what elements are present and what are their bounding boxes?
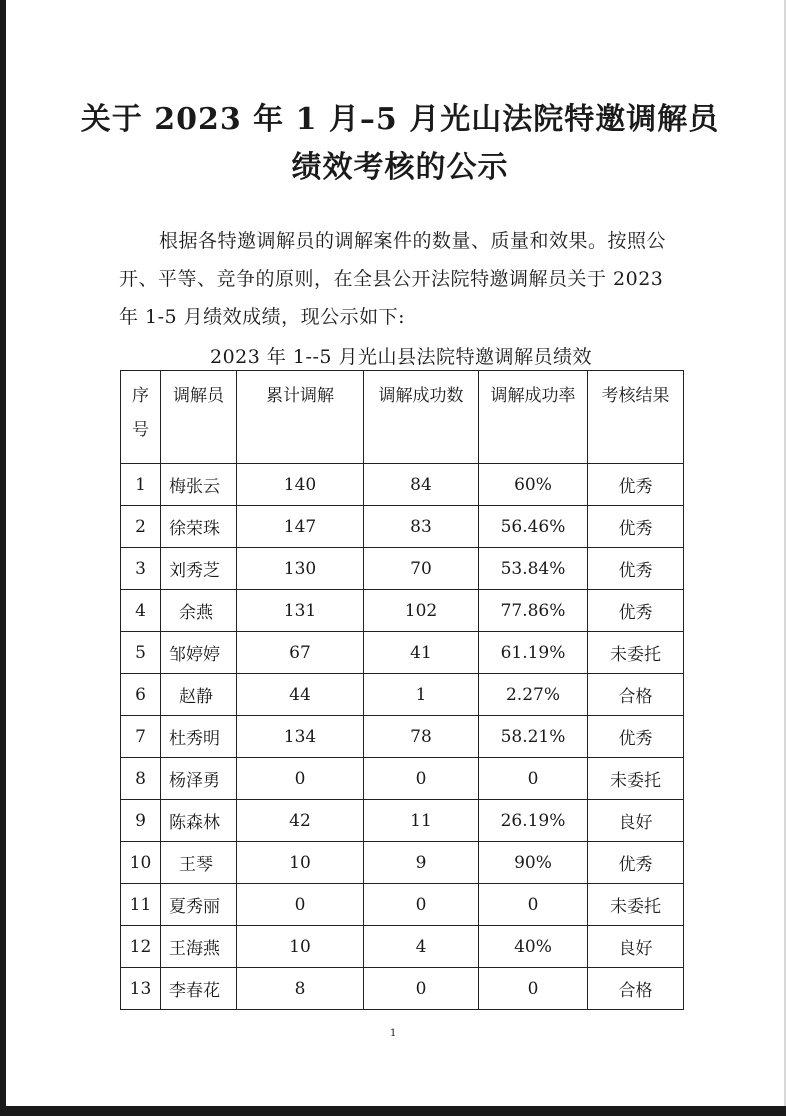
cell-mediator: 陈森林: [161, 800, 237, 842]
cell-total: 147: [237, 506, 364, 548]
cell-index: 11: [121, 884, 161, 926]
cell-success-rate: 77.86%: [479, 590, 588, 632]
cell-index: 13: [121, 968, 161, 1010]
cell-success-count: 102: [364, 590, 479, 632]
cell-total: 134: [237, 716, 364, 758]
cell-result: 优秀: [588, 464, 684, 506]
page-number: 1: [390, 1028, 397, 1039]
cell-result: 未委托: [588, 632, 684, 674]
cell-mediator: 刘秀芝: [161, 548, 237, 590]
cell-success-rate: 0: [479, 758, 588, 800]
cell-success-rate: 61.19%: [479, 632, 588, 674]
cell-total: 42: [237, 800, 364, 842]
cell-result: 合格: [588, 968, 684, 1010]
cell-success-count: 70: [364, 548, 479, 590]
cell-mediator: 王海燕: [161, 926, 237, 968]
table-row: [121, 506, 684, 548]
intro-text: 根据各特邀调解员的调解案件的数量、质量和效果。按照公开、平等、竞争的原则，在全县公开法院特邀调解员关于 2023 年 1-5 月绩效成绩，现公示如下:: [119, 230, 667, 328]
title-line-1: 关于 2023 年 1 月–5 月光山法院特邀调解员: [80, 102, 720, 137]
intro-paragraph: [119, 222, 679, 336]
cell-result: 合格: [588, 674, 684, 716]
cell-success-count: 0: [364, 884, 479, 926]
table-row: [121, 548, 684, 590]
cell-mediator: 徐荣珠: [161, 506, 237, 548]
cell-total: 130: [237, 548, 364, 590]
cell-result: 优秀: [588, 506, 684, 548]
header-success-rate: 调解成功率: [479, 371, 588, 464]
cell-success-rate: 60%: [479, 464, 588, 506]
header-mediator: 调解员: [161, 371, 237, 464]
table-row: [121, 632, 684, 674]
cell-index: 10: [121, 842, 161, 884]
cell-success-count: 4: [364, 926, 479, 968]
cell-mediator: 杨泽勇: [161, 758, 237, 800]
cell-mediator: 赵静: [161, 674, 237, 716]
cell-index: 1: [121, 464, 161, 506]
table-header-row: [121, 371, 684, 464]
cell-success-count: 9: [364, 842, 479, 884]
table-row: [121, 884, 684, 926]
cell-index: 9: [121, 800, 161, 842]
cell-success-rate: 56.46%: [479, 506, 588, 548]
cell-result: 良好: [588, 800, 684, 842]
cell-mediator: 邹婷婷: [161, 632, 237, 674]
cell-success-rate: 0: [479, 968, 588, 1010]
header-total: 累计调解: [237, 371, 364, 464]
cell-success-rate: 40%: [479, 926, 588, 968]
cell-success-count: 41: [364, 632, 479, 674]
table-row: [121, 464, 684, 506]
cell-total: 0: [237, 758, 364, 800]
cell-result: 未委托: [588, 758, 684, 800]
cell-success-rate: 58.21%: [479, 716, 588, 758]
cell-index: 5: [121, 632, 161, 674]
table-row: [121, 926, 684, 968]
scan-border-left: [0, 0, 6, 1116]
cell-index: 4: [121, 590, 161, 632]
cell-total: 131: [237, 590, 364, 632]
title-line-2: 绩效考核的公示: [291, 150, 509, 185]
cell-success-count: 11: [364, 800, 479, 842]
cell-total: 140: [237, 464, 364, 506]
table-row: [121, 716, 684, 758]
table-row: [121, 590, 684, 632]
cell-success-rate: 53.84%: [479, 548, 588, 590]
cell-mediator: 王琴: [161, 842, 237, 884]
cell-index: 8: [121, 758, 161, 800]
cell-result: 良好: [588, 926, 684, 968]
document-title: [60, 96, 740, 192]
table-row: [121, 968, 684, 1010]
cell-success-rate: 90%: [479, 842, 588, 884]
scan-border-bottom: [0, 1106, 786, 1116]
cell-result: 优秀: [588, 716, 684, 758]
cell-mediator: 梅张云: [161, 464, 237, 506]
cell-index: 6: [121, 674, 161, 716]
cell-index: 12: [121, 926, 161, 968]
cell-result: 未委托: [588, 884, 684, 926]
cell-success-rate: 2.27%: [479, 674, 588, 716]
header-index: 序号: [121, 371, 161, 464]
cell-result: 优秀: [588, 548, 684, 590]
table-row: [121, 758, 684, 800]
cell-index: 7: [121, 716, 161, 758]
cell-mediator: 李春花: [161, 968, 237, 1010]
table-row: [121, 842, 684, 884]
cell-total: 67: [237, 632, 364, 674]
cell-success-count: 78: [364, 716, 479, 758]
header-result: 考核结果: [588, 371, 684, 464]
cell-success-rate: 26.19%: [479, 800, 588, 842]
cell-total: 0: [237, 884, 364, 926]
cell-success-rate: 0: [479, 884, 588, 926]
cell-total: 8: [237, 968, 364, 1010]
table-row: [121, 800, 684, 842]
cell-total: 44: [237, 674, 364, 716]
cell-success-count: 84: [364, 464, 479, 506]
cell-total: 10: [237, 926, 364, 968]
table-row: [121, 674, 684, 716]
cell-index: 3: [121, 548, 161, 590]
cell-success-count: 83: [364, 506, 479, 548]
performance-table: [120, 370, 684, 1010]
cell-mediator: 夏秀丽: [161, 884, 237, 926]
cell-success-count: 1: [364, 674, 479, 716]
cell-mediator: 杜秀明: [161, 716, 237, 758]
cell-total: 10: [237, 842, 364, 884]
header-success-count: 调解成功数: [364, 371, 479, 464]
cell-mediator: 余燕: [161, 590, 237, 632]
cell-result: 优秀: [588, 842, 684, 884]
cell-success-count: 0: [364, 758, 479, 800]
cell-result: 优秀: [588, 590, 684, 632]
cell-success-count: 0: [364, 968, 479, 1010]
table-caption: 2023 年 1--5 月光山县法院特邀调解员绩效: [210, 346, 592, 368]
cell-index: 2: [121, 506, 161, 548]
